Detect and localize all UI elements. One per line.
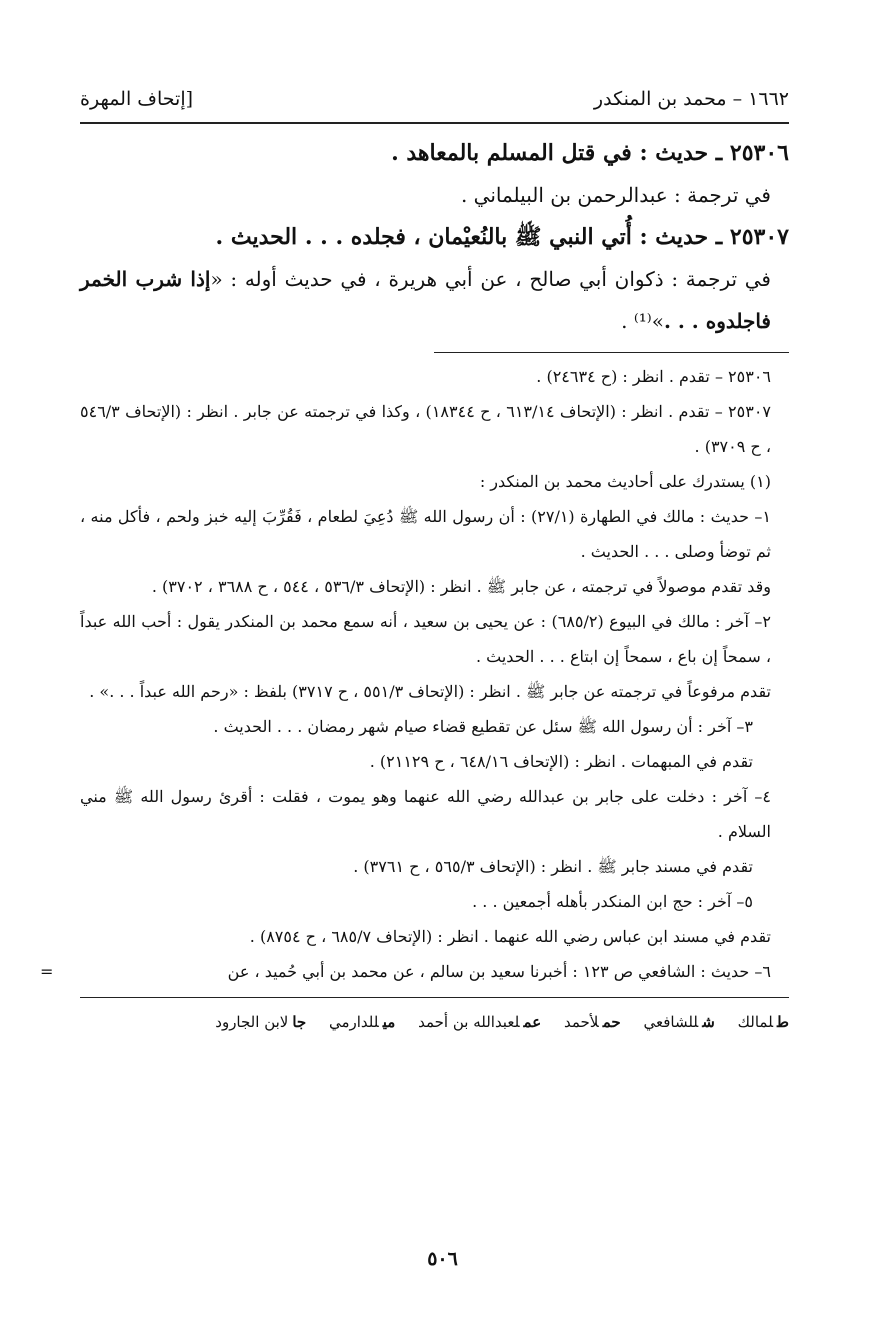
abbr-item (215, 1013, 306, 1031)
continuation-mark: = (40, 962, 54, 981)
abbr-key: عم (523, 1013, 542, 1031)
note-1-item-5: ٥– آخر : حج ابن المنكدر بأهله أجمعين . . . (472, 892, 753, 911)
abbr-text: لعبدالله بن أحمد (418, 1013, 520, 1031)
abbr-item (643, 1013, 714, 1031)
note-1-item-3-ref: تقدم في المبهمات . انظر : (الإتحاف ٦٤٨/١٦ ، ح ٢١١٢٩) . (369, 752, 753, 771)
footnotes (40, 359, 789, 989)
abbr-text: للدارمي (328, 1013, 379, 1031)
note-1-item-1-ref: وقد تقدم موصولاً في ترجمته ، عن جابر ﷺ . انظر : (الإتحاف ٥٣٦/٣ ، ٥٤٤ ، ح ٣٦٨٨ ، ٣٧٠٢) . (151, 577, 771, 596)
main-text (80, 132, 789, 342)
abbr-item (329, 1013, 395, 1031)
header-rule (80, 122, 789, 124)
abbr-text: لابن الجارود (215, 1013, 289, 1031)
header-chapter-title: ١٦٦٢ – محمد بن المنكدر (593, 88, 789, 110)
entry-25307-heading: ٢٥٣٠٧ ـ حديث : أُتي النبي ﷺ بالنُعيْمان ، فجلده . . . الحديث . (215, 224, 789, 250)
entry-25307-quote: إذا شرب الخمر فاجلدوه . . . (80, 267, 771, 333)
running-header (80, 78, 789, 122)
abbr-text: للشافعي (643, 1013, 699, 1031)
page-number: ٥٠٦ (427, 1248, 458, 1270)
abbr-key: ش (702, 1013, 715, 1031)
abbreviations-rule (80, 997, 789, 998)
note-1-item-1: ١– حديث : مالك في الطهارة (٢٧/١) : أن رسول الله ﷺ دُعِيَ لطعام ، فَقُرِّبَ إليه خبز ولحم ، فأكل منه ، ثم توضأ وصلى . . . الحديث . (80, 507, 772, 561)
abbreviations-key (80, 1008, 789, 1036)
abbr-key: جا (292, 1013, 307, 1031)
entry-25306-text: في ترجمة : عبدالرحمن بن البيلماني . (460, 183, 771, 207)
note-1-item-3: ٣– آخر : أن رسول الله ﷺ سئل عن تقطيع قضاء صيام شهر رمضان . . . الحديث . (213, 717, 753, 736)
note-1-intro: (١) يستدرك على أحاديث محمد بن المنكدر : (479, 472, 771, 491)
note-1-item-4-ref: تقدم في مسند جابر ﷺ . انظر : (الإتحاف ٥٦٥/٣ ، ح ٣٧٦١) . (353, 857, 753, 876)
header-book-title: [إتحاف المهرة (80, 88, 194, 110)
note-1-item-4: ٤– آخر : دخلت على جابر بن عبدالله رضي الله عنهما وهو يموت ، فقلت : أقرئ رسول الله ﷺ مني السلام . (80, 787, 771, 841)
abbr-text: لأحمد (563, 1013, 599, 1031)
note-1-item-6-text: ٦– حديث : الشافعي ص ١٢٣ : أخبرنا سعيد بن سالم ، عن محمد بن أبي حُميد ، عن (227, 962, 771, 981)
abbr-key: مي (382, 1013, 396, 1031)
entry-25307-text-a: في ترجمة : ذكوان أبي صالح ، عن أبي هريرة ، في حديث أوله : « (210, 267, 771, 291)
entry-25307-text-b: »⁽¹⁾ . (621, 309, 664, 333)
abbr-item (738, 1013, 789, 1031)
note-25306: ٢٥٣٠٦ – تقدم . انظر : (ح ٢٤٦٣٤) . (536, 367, 771, 386)
note-25307: ٢٥٣٠٧ – تقدم . انظر : (الإتحاف ٦١٣/١٤ ، ح ١٨٣٤٤) ، وكذا في ترجمته عن جابر . انظر : (الإتحاف ٥٤٦/٣ ، ح ٣٧٠٩) . (80, 402, 772, 456)
abbr-text: لمالك (737, 1013, 774, 1031)
abbr-key: ط (777, 1013, 789, 1031)
note-1-item-5-ref: تقدم في مسند ابن عباس رضي الله عنهما . انظر : (الإتحاف ٦٨٥/٧ ، ح ٨٧٥٤) . (249, 927, 771, 946)
page (40, 78, 789, 1036)
footnote-rule (434, 352, 789, 353)
abbr-key: حم (602, 1013, 621, 1031)
abbr-item (564, 1013, 621, 1031)
abbr-item (418, 1013, 541, 1031)
entry-25306-heading: ٢٥٣٠٦ ـ حديث : في قتل المسلم بالمعاهد . (391, 140, 789, 166)
note-1-item-6 (40, 954, 789, 989)
note-1-item-2: ٢– آخر : مالك في البيوع (٦٨٥/٢) : عن يحيى بن سعيد ، أنه سمع محمد بن المنكدر يقول : أحب الله عبداً ، سمحاً إن باع ، سمحاً إن ابتاع . . . الحديث . (80, 612, 771, 666)
note-1-item-2-ref: تقدم مرفوعاً في ترجمته عن جابر ﷺ . انظر : (الإتحاف ٥٥١/٣ ، ح ٣٧١٧) بلفظ : «رحم الله عبداً . . .» . (89, 682, 771, 701)
entry-25307-text (80, 258, 789, 342)
